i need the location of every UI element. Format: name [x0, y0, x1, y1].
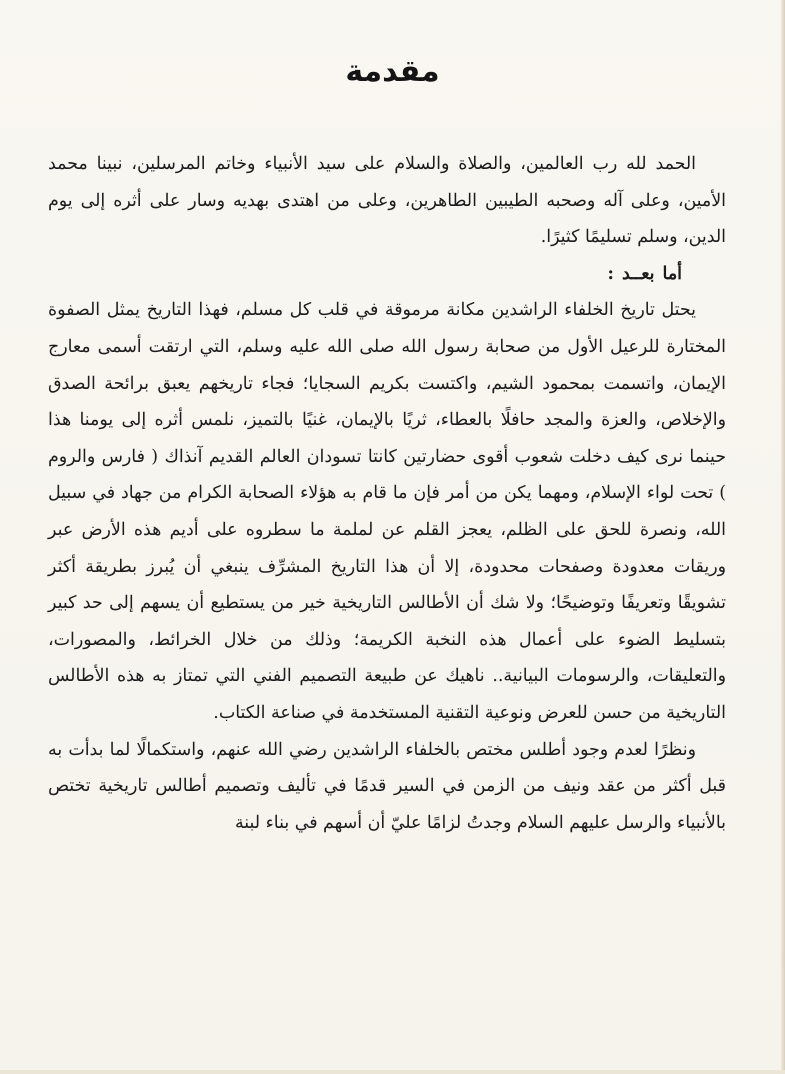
- page-title: مقدمة: [345, 54, 440, 89]
- page-bottom-edge: [0, 1070, 785, 1074]
- section-subheading: أما بعــد :: [607, 263, 682, 284]
- paragraph-continuation: ونظرًا لعدم وجود أطلس مختص بالخلفاء الراشدين رضي الله عنهم، واستكمالًا لما بدأت به قبل أكثر من عقد ونيف من الزمن في السير قدمًا في تأليف وتصميم أطالس تاريخية تختص بالأنبياء والرسل عليهم السلام وجدتُ لزامًا عليّ أن أسهم في بناء لبنة: [48, 739, 726, 833]
- paragraph-main: يحتل تاريخ الخلفاء الراشدين مكانة مرموقة في قلب كل مسلم، فهذا التاريخ يمثل الصفوة المختارة للرعيل الأول من صحابة رسول الله صلى الله عليه وسلم، التي ارتقت أسمى معارج الإيمان، واتسمت بمحمود الشيم، واكتست بكريم السجايا؛ فجاء تاريخهم يعبق برائحة الصدق والإخلاص، والعزة والمجد حافلًا بالعطاء، ثريًا بالإيمان، غنيًا بالتميز، نلمس أثره إلى يومنا هذا حينما نرى كيف دخلت شعوب أقوى حضارتين كانتا تسودان العالم القديم آنذاك ( فارس والروم ) تحت لواء الإسلام، ومهما يكن من أمر فإن ما قام به هؤلاء الصحابة الكرام من جهاد في سبيل الله، ونصرة للحق على الظلم، يعجز القلم عن لملمة ما سطروه على أديم هذه الأرض عبر وريقات معدودة وصفحات محدودة، إلا أن هذا التاريخ المشرِّف ينبغي أن يُبرز بطريقة أكثر تشويقًا وتعريفًا وتوضيحًا؛ ولا شك أن الأطالس التاريخية خير من يستطيع أن يسهم إلى حد كبير بتسليط الضوء على أعمال هذه النخبة الكريمة؛ وذلك من خلال الخرائط، والمصورات، والتعليقات، والرسومات البيانية.. ناهيك عن طبيعة التصميم الفني التي تمتاز به هذه الأطالس التاريخية من حسن للعرض ونوعية التقنية المستخدمة في صناعة الكتاب.: [48, 300, 726, 723]
- page-edge-shadow: [781, 0, 785, 1074]
- page-body: [48, 146, 726, 841]
- paragraph-opening: الحمد لله رب العالمين، والصلاة والسلام على سيد الأنبياء وخاتم المرسلين، نبينا محمد الأمين، وعلى آله وصحبه الطيبين الطاهرين، وعلى من اهتدى بهديه وسار على أثره إلى يوم الدين، وسلم تسليمًا كثيرًا.: [48, 154, 726, 248]
